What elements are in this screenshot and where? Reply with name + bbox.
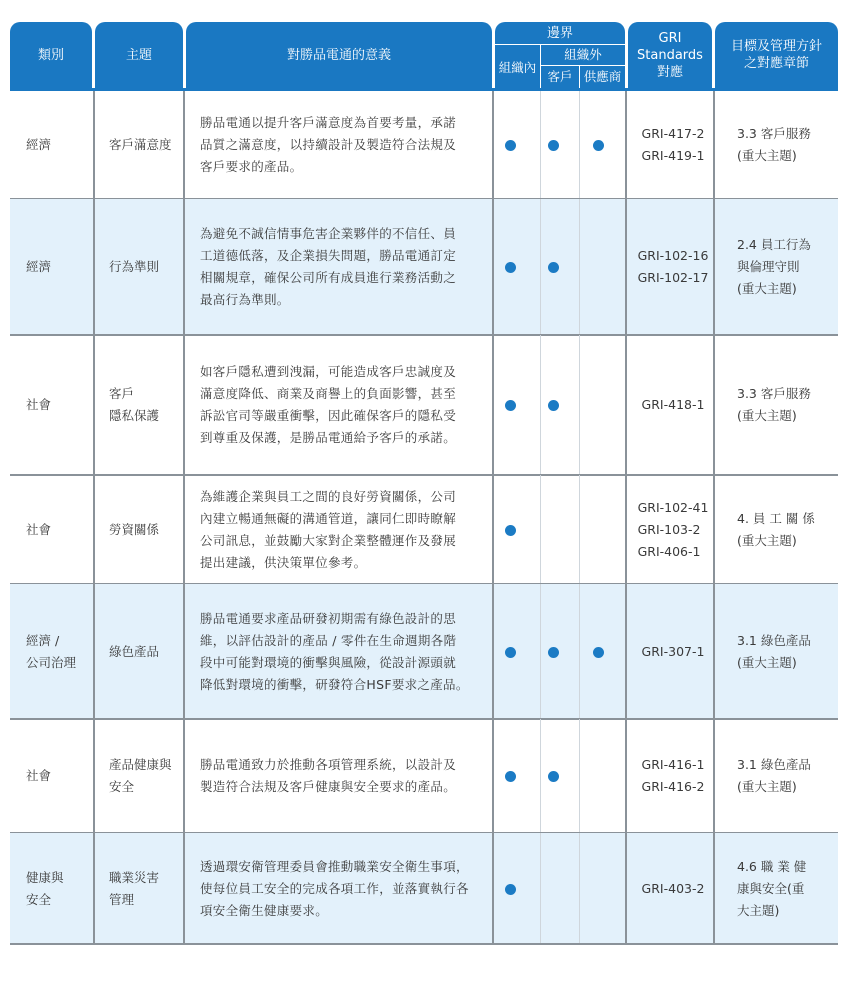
row-gri-line: GRI-416-1 bbox=[641, 757, 705, 772]
row-meaning-text bbox=[200, 486, 456, 574]
row-goals-line: 3.3 客戶服務 bbox=[737, 126, 811, 141]
row-meaning-line: 訴訟官司等嚴重衝擊，因此確保客戶的隱私受 bbox=[200, 408, 457, 423]
column-divider bbox=[579, 584, 580, 719]
row-topic-text bbox=[109, 256, 159, 278]
row-meaning-line: 相關規章，確保公司所有成員進行業務活動之 bbox=[200, 270, 457, 285]
header-goals-line2: 之對應章節 bbox=[743, 56, 809, 71]
row-category bbox=[10, 475, 92, 584]
boundary-dot-internal bbox=[505, 262, 516, 273]
column-divider bbox=[713, 199, 715, 335]
header-gri-line1: GRI bbox=[658, 30, 682, 46]
row-category-line: 安全 bbox=[26, 891, 52, 907]
row-goals-text bbox=[737, 630, 811, 674]
row-goals bbox=[715, 475, 838, 584]
column-divider bbox=[492, 91, 494, 199]
header-category bbox=[10, 22, 92, 88]
row-category-line: 公司治理 bbox=[26, 654, 77, 670]
row-goals-line: 4. 員 工 關 係 bbox=[737, 510, 815, 526]
row-meaning-line: 段中可能對環境的衝擊與風險，從設計源頭就 bbox=[200, 654, 457, 670]
row-meaning-line: 勝品電通以提升客戶滿意度為首要考量，承諾 bbox=[200, 115, 457, 130]
column-divider bbox=[579, 475, 580, 584]
header-internal: 組織內 bbox=[498, 59, 537, 75]
row-goals bbox=[715, 91, 838, 199]
row-topic-line: 產品健康與 bbox=[109, 757, 172, 772]
row-goals-text bbox=[737, 856, 806, 922]
row-category bbox=[10, 584, 92, 719]
row-topic-line: 客戶滿意度 bbox=[109, 137, 172, 152]
header-goals bbox=[715, 22, 838, 88]
row-gri-text bbox=[638, 497, 709, 563]
row-gri-line: GRI-406-1 bbox=[637, 543, 701, 559]
row-topic bbox=[95, 719, 183, 833]
row-meaning-line: 項安全衛生健康要求。 bbox=[200, 902, 329, 918]
row-gri-line: GRI-102-41 bbox=[637, 499, 709, 515]
column-divider bbox=[713, 584, 715, 719]
column-divider bbox=[579, 335, 580, 475]
column-divider bbox=[183, 335, 185, 475]
row-category-text bbox=[26, 519, 51, 541]
row-topic bbox=[95, 199, 183, 335]
row-gri bbox=[628, 199, 712, 335]
row-goals-text bbox=[737, 508, 815, 552]
column-divider bbox=[625, 199, 627, 335]
row-topic-text bbox=[109, 641, 159, 663]
boundary-dot-internal bbox=[505, 400, 516, 411]
row-gri bbox=[628, 584, 712, 719]
header-gri-line3: 對應 bbox=[656, 64, 683, 80]
row-goals-line: (重大主題) bbox=[737, 281, 797, 296]
row-category bbox=[10, 335, 92, 475]
row-goals bbox=[715, 833, 838, 944]
row-gri-line: GRI-103-2 bbox=[637, 521, 701, 537]
column-divider bbox=[93, 584, 95, 719]
row-meaning-text bbox=[200, 112, 456, 178]
row-meaning-line: 勝品電通要求產品研發初期需有綠色設計的思 bbox=[200, 610, 457, 626]
row-meaning-line: 降低對環境的衝擊，研發符合HSF要求之產品。 bbox=[200, 676, 469, 692]
boundary-dot-customer bbox=[548, 647, 559, 658]
row-goals-line: (重大主題) bbox=[737, 408, 797, 423]
row-goals-line: 與倫理守則 bbox=[737, 259, 800, 274]
row-goals-line: 大主題) bbox=[737, 902, 780, 918]
header-gri-line2: Standards bbox=[637, 47, 703, 63]
boundary-dot-internal bbox=[505, 525, 516, 536]
row-gri-line: GRI-307-1 bbox=[641, 643, 705, 659]
row-topic-text bbox=[109, 383, 159, 427]
header-category-label: 類別 bbox=[37, 47, 64, 63]
column-divider bbox=[183, 91, 185, 199]
column-divider bbox=[93, 475, 95, 584]
row-gri-line: GRI-418-1 bbox=[641, 397, 705, 412]
row-topic-text bbox=[109, 754, 172, 798]
column-divider bbox=[492, 335, 494, 475]
row-meaning-text bbox=[200, 223, 456, 311]
row-meaning-line: 製造符合法規及客戶健康與安全要求的產品。 bbox=[200, 779, 457, 794]
row-category-line: 經濟 bbox=[26, 137, 52, 152]
row-meaning bbox=[186, 335, 492, 475]
row-topic bbox=[95, 335, 183, 475]
row-goals-line: 3.1 綠色產品 bbox=[737, 757, 811, 772]
row-topic-line: 安全 bbox=[109, 779, 135, 794]
header-topic-label: 主題 bbox=[125, 47, 152, 63]
column-divider bbox=[183, 199, 185, 335]
table-row bbox=[10, 719, 838, 833]
row-goals-line: 康與安全(重 bbox=[737, 880, 805, 896]
row-category bbox=[10, 91, 92, 199]
column-divider bbox=[492, 833, 494, 944]
boundary-dot-supplier bbox=[593, 647, 604, 658]
row-category bbox=[10, 719, 92, 833]
table-row bbox=[10, 91, 838, 199]
row-topic bbox=[95, 475, 183, 584]
row-goals-line: 3.1 綠色產品 bbox=[737, 632, 811, 648]
header-meaning bbox=[186, 22, 492, 88]
column-divider bbox=[183, 584, 185, 719]
row-gri-line: GRI-416-2 bbox=[641, 779, 705, 794]
table-row bbox=[10, 335, 838, 475]
row-meaning-line: 為維護企業與員工之間的良好勞資關係，公司 bbox=[200, 488, 457, 504]
row-topic-line: 隱私保護 bbox=[109, 408, 160, 423]
row-gri bbox=[628, 335, 712, 475]
row-divider bbox=[10, 943, 838, 945]
header-boundary: 邊界 bbox=[546, 26, 573, 41]
row-meaning-text bbox=[200, 608, 469, 696]
row-meaning-line: 到尊重及保護，是勝品電通給予客戶的承諾。 bbox=[200, 430, 457, 445]
row-gri-line: GRI-419-1 bbox=[641, 148, 705, 163]
row-goals bbox=[715, 584, 838, 719]
column-divider bbox=[183, 719, 185, 833]
row-goals bbox=[715, 719, 838, 833]
row-meaning-line: 如客戶隱私遭到洩漏，可能造成客戶忠誠度及 bbox=[200, 364, 457, 379]
row-topic bbox=[95, 584, 183, 719]
table-row bbox=[10, 833, 838, 944]
row-gri-line: GRI-417-2 bbox=[641, 126, 705, 141]
column-divider bbox=[540, 584, 541, 719]
row-gri bbox=[628, 833, 712, 944]
row-meaning-line: 提出建議，供決策單位參考。 bbox=[200, 554, 367, 570]
row-gri-text bbox=[642, 394, 705, 416]
column-divider bbox=[93, 91, 95, 199]
column-divider bbox=[540, 475, 541, 584]
column-divider bbox=[540, 199, 541, 335]
row-goals-text bbox=[737, 123, 811, 167]
column-divider bbox=[492, 199, 494, 335]
row-gri bbox=[628, 475, 712, 584]
row-gri-text bbox=[642, 754, 705, 798]
row-gri-text bbox=[638, 245, 709, 289]
column-divider bbox=[579, 91, 580, 199]
row-meaning bbox=[186, 833, 492, 944]
column-divider bbox=[713, 91, 715, 199]
row-meaning-line: 透過環安衛管理委員會推動職業安全衛生事項， bbox=[200, 858, 469, 874]
boundary-dot-internal bbox=[505, 140, 516, 151]
header-customer: 客戶 bbox=[547, 69, 573, 84]
row-goals-line: (重大主題) bbox=[737, 148, 797, 163]
row-gri bbox=[628, 719, 712, 833]
row-goals-text bbox=[737, 754, 811, 798]
row-meaning-line: 內建立暢通無礙的溝通管道，讓同仁即時瞭解 bbox=[200, 510, 457, 526]
row-meaning-text bbox=[200, 754, 456, 798]
header-supplier: 供應商 bbox=[583, 69, 622, 84]
row-meaning bbox=[186, 584, 492, 719]
row-category-line: 社會 bbox=[26, 397, 52, 412]
row-goals-line: (重大主題) bbox=[737, 779, 797, 794]
row-meaning-text bbox=[200, 361, 456, 449]
column-divider bbox=[183, 833, 185, 944]
column-divider bbox=[540, 91, 541, 199]
row-category-text bbox=[26, 134, 51, 156]
row-meaning-line: 滿意度降低、商業及商譽上的負面影響，甚至 bbox=[200, 386, 457, 401]
column-divider bbox=[540, 719, 541, 833]
row-gri-text bbox=[642, 123, 705, 167]
row-meaning-line: 使每位員工安全的完成各項工作，並落實執行各 bbox=[200, 880, 469, 896]
row-topic-line: 管理 bbox=[109, 891, 135, 907]
column-divider bbox=[540, 335, 541, 475]
column-divider bbox=[93, 335, 95, 475]
row-topic-line: 職業災害 bbox=[109, 869, 160, 885]
row-gri bbox=[628, 91, 712, 199]
row-topic-text bbox=[109, 519, 159, 541]
row-topic-line: 綠色產品 bbox=[109, 643, 160, 659]
row-meaning-line: 勝品電通致力於推動各項管理系統，以設計及 bbox=[200, 757, 457, 772]
row-meaning-line: 維，以評估設計的產品 / 零件在生命週期各階 bbox=[200, 632, 457, 648]
boundary-dot-internal bbox=[505, 647, 516, 658]
row-category-text bbox=[26, 867, 64, 911]
row-gri-line: GRI-102-16 bbox=[637, 248, 709, 263]
row-topic-line: 客戶 bbox=[109, 386, 135, 401]
row-goals-line: (重大主題) bbox=[737, 654, 797, 670]
column-divider bbox=[625, 91, 627, 199]
row-category-line: 經濟 bbox=[26, 259, 52, 274]
row-category-line: 經濟 / bbox=[26, 632, 60, 648]
row-topic bbox=[95, 833, 183, 944]
column-divider bbox=[625, 475, 627, 584]
row-category-text bbox=[26, 256, 51, 278]
column-divider bbox=[625, 335, 627, 475]
row-topic-text bbox=[109, 867, 159, 911]
row-meaning bbox=[186, 199, 492, 335]
table-row bbox=[10, 475, 838, 584]
column-divider bbox=[579, 199, 580, 335]
row-topic-line: 行為準則 bbox=[109, 259, 160, 274]
column-divider bbox=[625, 584, 627, 719]
column-divider bbox=[540, 833, 541, 944]
table-row bbox=[10, 584, 838, 719]
boundary-dot-internal bbox=[505, 771, 516, 782]
row-meaning bbox=[186, 91, 492, 199]
row-category-text bbox=[26, 765, 51, 787]
header-gri bbox=[628, 22, 712, 88]
row-meaning-line: 為避免不誠信情事危害企業夥伴的不信任、員 bbox=[200, 226, 457, 241]
column-divider bbox=[713, 335, 715, 475]
row-meaning-line: 公司訊息，並鼓勵大家對企業整體運作及發展 bbox=[200, 532, 457, 548]
column-divider bbox=[625, 833, 627, 944]
boundary-dot-supplier bbox=[593, 140, 604, 151]
row-category bbox=[10, 833, 92, 944]
row-topic bbox=[95, 91, 183, 199]
row-meaning bbox=[186, 719, 492, 833]
row-gri-line: GRI-403-2 bbox=[641, 880, 705, 896]
row-gri-text bbox=[642, 641, 705, 663]
row-meaning-line: 最高行為準則。 bbox=[200, 292, 290, 307]
row-goals-line: 3.3 客戶服務 bbox=[737, 386, 811, 401]
row-goals-line: 2.4 員工行為 bbox=[737, 237, 811, 252]
column-divider bbox=[492, 719, 494, 833]
row-goals-text bbox=[737, 234, 811, 300]
row-category-text bbox=[26, 630, 76, 674]
table-row bbox=[10, 199, 838, 335]
boundary-dot-customer bbox=[548, 771, 559, 782]
header-topic bbox=[95, 22, 183, 88]
row-category-line: 社會 bbox=[26, 521, 52, 537]
header-goals-line1: 目標及管理方針 bbox=[730, 39, 822, 54]
row-category-line: 社會 bbox=[26, 768, 52, 783]
column-divider bbox=[713, 719, 715, 833]
column-divider bbox=[93, 719, 95, 833]
boundary-dot-internal bbox=[505, 884, 516, 895]
row-meaning-line: 工道德低落，及企業損失問題，勝品電通訂定 bbox=[200, 248, 457, 263]
row-meaning-line: 品質之滿意度，以持續設計及製造符合法規及 bbox=[200, 137, 457, 152]
column-divider bbox=[579, 719, 580, 833]
column-divider bbox=[492, 475, 494, 584]
row-goals bbox=[715, 199, 838, 335]
row-meaning bbox=[186, 475, 492, 584]
row-goals bbox=[715, 335, 838, 475]
row-goals-line: (重大主題) bbox=[737, 532, 797, 548]
column-divider bbox=[492, 584, 494, 719]
row-meaning-text bbox=[200, 856, 469, 922]
row-category bbox=[10, 199, 92, 335]
header-meaning-label: 對勝品電通的意義 bbox=[286, 47, 391, 63]
row-goals-line: 4.6 職 業 健 bbox=[737, 858, 807, 874]
column-divider bbox=[93, 199, 95, 335]
column-divider bbox=[713, 475, 715, 584]
column-divider bbox=[625, 719, 627, 833]
column-divider bbox=[183, 475, 185, 584]
row-topic-line: 勞資關係 bbox=[109, 521, 160, 537]
column-divider bbox=[93, 833, 95, 944]
column-divider bbox=[713, 833, 715, 944]
row-gri-text bbox=[642, 878, 705, 900]
row-topic-text bbox=[109, 134, 172, 156]
row-category-text bbox=[26, 394, 51, 416]
header-external: 組織外 bbox=[564, 47, 602, 62]
boundary-dot-customer bbox=[548, 400, 559, 411]
row-category-line: 健康與 bbox=[26, 869, 64, 885]
column-divider bbox=[579, 833, 580, 944]
row-meaning-line: 客戶要求的產品。 bbox=[200, 159, 303, 174]
boundary-dot-customer bbox=[548, 262, 559, 273]
row-gri-line: GRI-102-17 bbox=[637, 270, 709, 285]
boundary-dot-customer bbox=[548, 140, 559, 151]
row-goals-text bbox=[737, 383, 811, 427]
